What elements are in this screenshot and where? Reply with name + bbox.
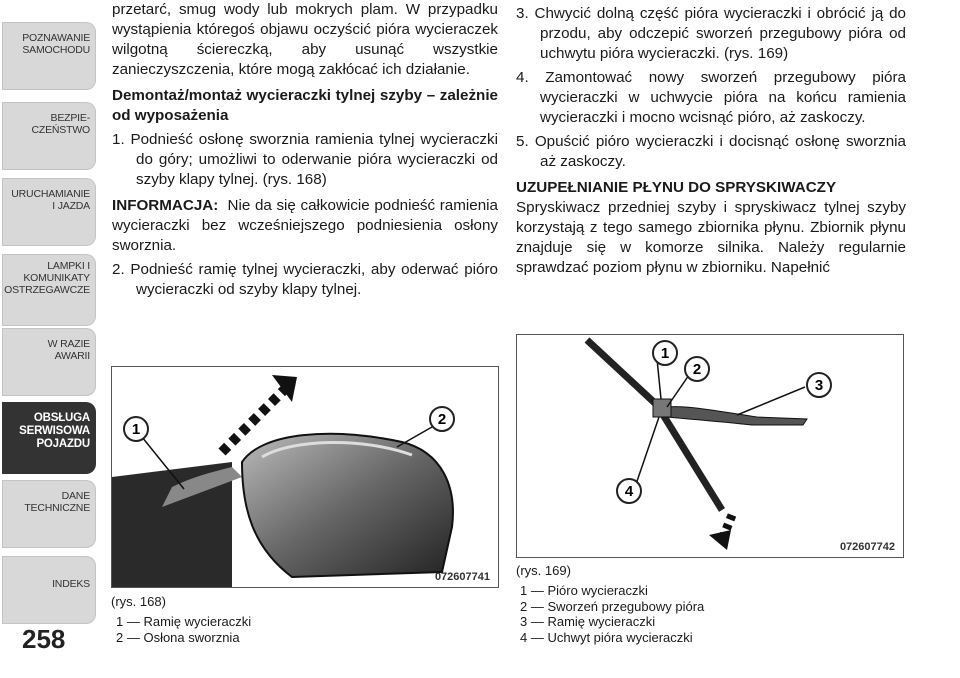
washer-paragraph: Spryskiwacz przedniej szyby i spryskiwacz tylnej szyby korzystają z tego samego zbiornika płynu. Zbiornik płynu znajduje się w komorze silnika. Należy regularnie sprawdzać poziom płynu w zbiorniku. Napełnić xyxy=(516,199,906,276)
tab-obsluga-serwisowa[interactable]: OBSŁUGA SERWISOWA POJAZDU xyxy=(2,402,96,474)
svg-text:2: 2 xyxy=(692,361,702,378)
blade-shape xyxy=(587,340,657,405)
svg-text:3: 3 xyxy=(814,377,824,394)
figure-168-legend xyxy=(116,614,251,645)
tab-lampki-i-komunikaty[interactable]: LAMPKI I KOMUNIKATY OSTRZEGAWCZE xyxy=(2,254,96,326)
figure-169 xyxy=(516,334,904,558)
tab-indeks[interactable]: INDEKS xyxy=(2,556,96,624)
legend-item: 2 — Osłona sworznia xyxy=(116,629,240,645)
right-column xyxy=(516,0,906,278)
step-5: 5. Opuścić pióro wycieraczki i docisnąć osłonę sworznia aż zaskoczy. xyxy=(516,133,906,170)
arm-shape xyxy=(667,407,807,425)
pivot-shape xyxy=(653,399,671,417)
figure-168-ref: (rys. 168) xyxy=(111,594,166,609)
legend-item: 3 — Ramię wycieraczki xyxy=(520,614,656,629)
step-4: 4. Zamontować nowy sworzeń przegubowy pióra wycieraczki w uchwycie pióra na końcu ramienia wycieraczki i mocno wcisnąć pióro, aż zaskoczy. xyxy=(516,69,906,126)
step-1: 1. Podnieść osłonę sworznia ramienia tylnej wycieraczki do góry; umożliwi to oderwanie pióra wycieraczki od szyby klapy tylnej. (rys. 168) xyxy=(112,131,498,188)
page-number: 258 xyxy=(22,624,66,654)
washer-heading: UZUPEŁNIANIE PŁYNU DO SPRYSKIWACZY xyxy=(516,179,837,196)
rotate-arrow xyxy=(709,515,732,550)
tab-bezpieczenstwo[interactable]: BEZPIE- CZEŃSTWO xyxy=(2,102,96,170)
svg-text:1: 1 xyxy=(660,345,670,362)
intro-paragraph: przetarć, smug wody lub mokrych plam. W przypadku wystąpienia któregoś objawu oczyścić pióra wycieraczek wilgotną ściereczką, aby usunąć wszystkie zanieczyszczenia, które mogą zakłócać ich działanie. xyxy=(112,1,498,78)
figure-code: 072607741 xyxy=(434,571,490,583)
wiper-cover-illustration xyxy=(112,367,498,587)
tab-poznawanie-samochodu[interactable]: POZNAWANIE SAMOCHODU xyxy=(2,22,96,90)
figure-169-ref: (rys. 169) xyxy=(516,563,571,578)
pivot-cover-shape xyxy=(242,434,453,577)
tab-w-razie-awarii[interactable]: W RAZIE AWARII xyxy=(2,328,96,396)
svg-text:4: 4 xyxy=(624,483,634,500)
svg-text:1: 1 xyxy=(131,421,141,438)
tab-uruchamianie-i-jazda[interactable]: URUCHAMIANIE I JAZDA xyxy=(2,178,96,246)
figure-code: 072607742 xyxy=(839,541,895,553)
legend-item: 4 — Uchwyt pióra wycieraczki xyxy=(520,629,693,645)
note xyxy=(112,196,498,256)
legend-item: 1 — Pióro wycieraczki xyxy=(520,583,648,598)
tab-dane-techniczne[interactable]: DANE TECHNICZNE xyxy=(2,480,96,548)
figure-168 xyxy=(111,366,499,588)
step-3: 3. Chwycić dolną część pióra wycieraczki i obrócić ją do przodu, aby odczepić sworzeń przegubowy pióra od uchwytu pióra wycieraczki. (rys. 169) xyxy=(516,5,906,62)
legend-item: 2 — Sworzeń przegubowy pióra xyxy=(520,598,705,614)
note-label: INFORMACJA: xyxy=(112,197,219,214)
figure-169-legend xyxy=(520,583,704,645)
section-heading: Demontaż/montaż wycieraczki tylnej szyby – zależnie od wyposażenia xyxy=(112,87,498,124)
note-text: Nie da się całkowicie podnieść ramienia wycieraczki bez wcześniejszego podniesienia osłony sworznia. xyxy=(112,197,498,254)
svg-text:2: 2 xyxy=(437,411,447,428)
left-column xyxy=(112,0,498,300)
step-2: 2. Podnieść ramię tylnej wycieraczki, aby oderwać pióro wycieraczki od szyby klapy tylnej. xyxy=(112,261,498,298)
legend-item: 1 — Ramię wycieraczki xyxy=(116,614,252,629)
wiper-blade-illustration xyxy=(517,335,903,557)
